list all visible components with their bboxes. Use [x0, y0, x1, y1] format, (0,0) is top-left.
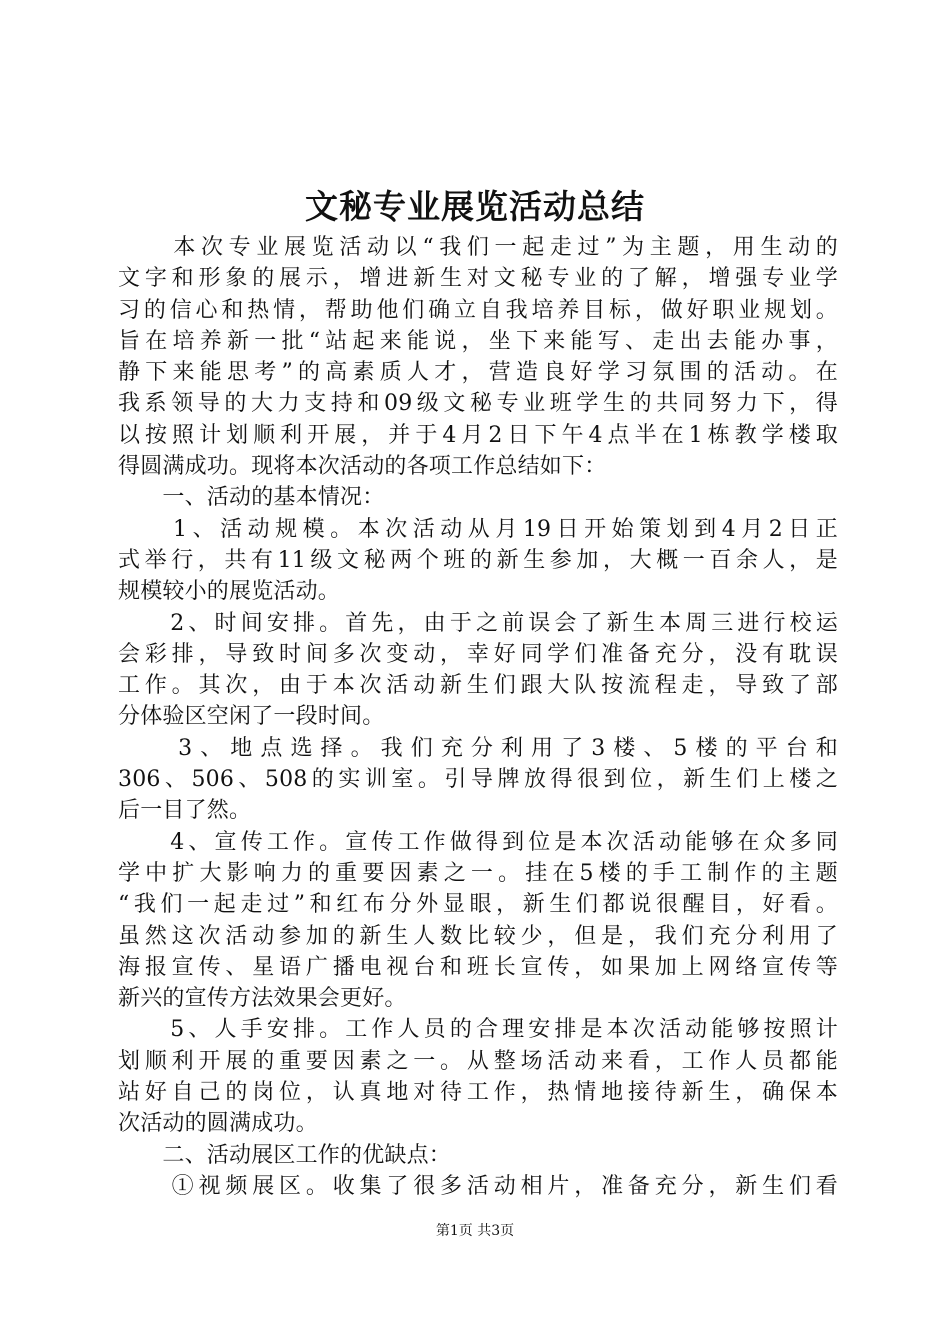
text-line: 306、506、508的实训室。引导牌放得很到位，新生们上楼之 [118, 767, 838, 793]
text-line: 会彩排，导致时间多次变动，幸好同学们准备充分，没有耽误 [118, 641, 838, 667]
text-line: 划顺利开展的重要因素之一。从整场活动来看，工作人员都能 [118, 1048, 838, 1074]
text-line: 二、活动展区工作的优缺点： [118, 1142, 452, 1168]
text-line: 1、活动规模。本次活动从月19日开始策划到4月2日正 [118, 516, 838, 542]
page-footer: 第1页 共3页 [435, 1223, 515, 1239]
text-line: 站好自己的岗位，认真地对待工作，热情地接待新生，确保本 [118, 1080, 838, 1106]
text-line: 3、地点选择。我们充分利用了3楼、5楼的平台和 [118, 735, 838, 761]
text-line: 规模较小的展览活动。 [118, 579, 341, 605]
text-line: 式举行，共有11级文秘两个班的新生参加，大概一百余人，是 [118, 547, 838, 573]
text-line: 得圆满成功。现将本次活动的各项工作总结如下： [118, 454, 607, 480]
text-line: 新兴的宣传方法效果会更好。 [118, 986, 407, 1012]
text-line: 4、宣传工作。宣传工作做得到位是本次活动能够在众多同 [118, 829, 838, 855]
text-line: 海报宣传、星语广播电视台和班长宣传，如果加上网络宣传等 [118, 954, 838, 980]
text-line: 静下来能思考”的高素质人才，营造良好学习氛围的活动。在 [118, 360, 838, 386]
text-line: 旨在培养新一批“站起来能说，坐下来能写、走出去能办事， [118, 328, 838, 354]
text-line: ①视频展区。收集了很多活动相片，准备充分，新生们看 [118, 1173, 838, 1199]
text-line: 一、活动的基本情况： [118, 485, 385, 511]
text-line: 我系领导的大力支持和09级文秘专业班学生的共同努力下，得 [118, 391, 838, 417]
text-line: 5、人手安排。工作人员的合理安排是本次活动能够按照计 [118, 1017, 838, 1043]
document-body [118, 232, 838, 1202]
text-line: 文字和形象的展示，增进新生对文秘专业的了解，增强专业学 [118, 266, 838, 292]
document-title: 文秘专业展览活动总结 [305, 187, 645, 226]
text-line: “我们一起走过”和红布分外显眼，新生们都说很醒目，好看。 [118, 892, 838, 918]
text-line: 分体验区空闲了一段时间。 [118, 704, 385, 730]
text-line: 虽然这次活动参加的新生人数比较少，但是，我们充分利用了 [118, 923, 838, 949]
text-line: 本次专业展览活动以“我们一起走过”为主题，用生动的 [118, 235, 838, 260]
text-line: 习的信心和热情，帮助他们确立自我培养目标，做好职业规划。 [118, 297, 838, 323]
text-line: 工作。其次，由于本次活动新生们跟大队按流程走，导致了部 [118, 673, 838, 699]
text-line: 2、时间安排。首先，由于之前误会了新生本周三进行校运 [118, 610, 838, 636]
text-line: 次活动的圆满成功。 [118, 1111, 318, 1137]
text-line: 后一目了然。 [118, 798, 252, 824]
text-line: 以按照计划顺利开展，并于4月2日下午4点半在1栋教学楼取 [118, 422, 838, 448]
text-line: 学中扩大影响力的重要因素之一。挂在5楼的手工制作的主题 [118, 860, 838, 886]
